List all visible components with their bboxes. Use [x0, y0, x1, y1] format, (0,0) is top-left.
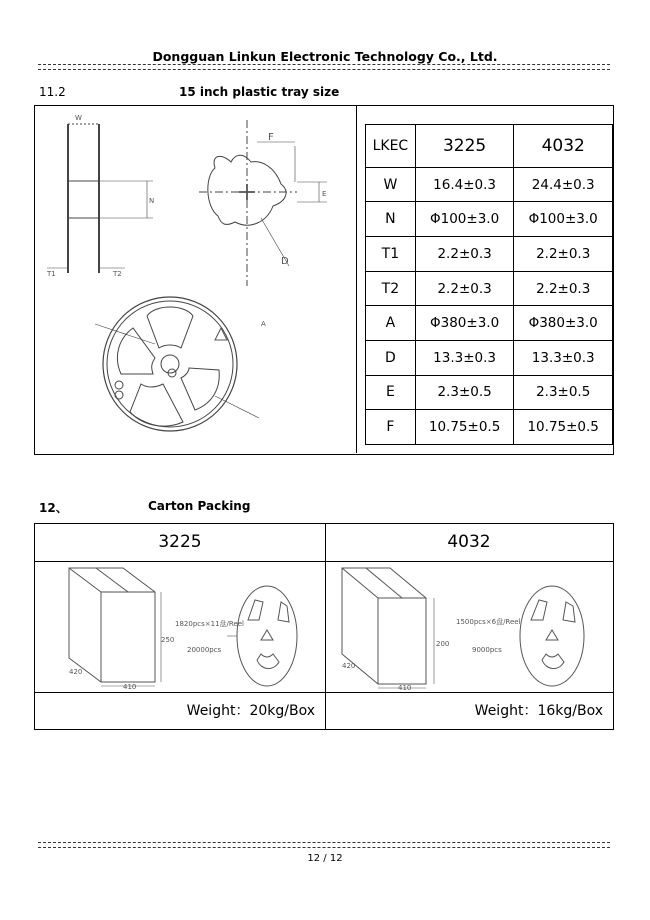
page-number: 12 / 12: [307, 853, 343, 864]
table-row: [366, 237, 613, 272]
qty-line1-3225: 1820pcs×11盘/Reel: [175, 620, 244, 628]
param-cell: F: [366, 410, 416, 445]
value-cell-4032: 24.4±0.3: [514, 167, 613, 202]
value-cell-4032: 2.2±0.3: [514, 237, 613, 272]
table-header-4032: 4032: [514, 125, 613, 168]
value-cell-3225: 13.3±0.3: [415, 341, 514, 376]
carton-drawing-3225: [35, 562, 325, 691]
param-cell: T2: [366, 271, 416, 306]
header-rule: [38, 64, 610, 70]
value-cell-3225: 2.3±0.5: [415, 375, 514, 410]
company-name: Dongguan Linkun Electronic Technology Co., Ltd.: [152, 49, 498, 64]
qty-line2-4032: 9000pcs: [472, 646, 502, 654]
param-cell: A: [366, 306, 416, 341]
value-cell-4032: Φ380±3.0: [514, 306, 613, 341]
carton-weight-4032: Weight：16kg/Box: [325, 692, 613, 729]
value-cell-3225: 10.75±0.5: [415, 410, 514, 445]
dim-label-f: F: [268, 132, 274, 143]
dim-label-n: N: [149, 197, 155, 205]
value-cell-4032: 2.2±0.3: [514, 271, 613, 306]
param-cell: E: [366, 375, 416, 410]
dim-depth-4032: 420: [342, 662, 356, 670]
table-row: [366, 341, 613, 376]
dim-label-e: E: [322, 190, 327, 198]
dim-height-3225: 250: [161, 636, 175, 644]
dim-width-4032: 410: [398, 684, 412, 691]
table-row: [366, 202, 613, 237]
table-row: [366, 271, 613, 306]
dim-label-t1: T1: [47, 270, 56, 278]
tray-drawing: [35, 106, 355, 452]
dim-label-a: A: [261, 320, 266, 328]
dim-width-3225: 410: [123, 683, 137, 691]
param-cell: W: [366, 167, 416, 202]
value-cell-4032: 10.75±0.5: [514, 410, 613, 445]
carton-packing-table: [34, 523, 614, 730]
tray-divider: [356, 105, 357, 453]
value-cell-3225: 16.4±0.3: [415, 167, 514, 202]
tray-dimension-table: [365, 124, 613, 445]
section-12-title: Carton Packing: [148, 499, 251, 513]
value-cell-3225: Φ100±3.0: [415, 202, 514, 237]
section-12-number: 12、: [39, 501, 68, 515]
table-row: [366, 410, 613, 445]
qty-line2-3225: 20000pcs: [187, 646, 222, 654]
carton-header-3225: 3225: [35, 524, 325, 562]
dim-label-w: W: [75, 114, 82, 122]
section-11-title: 15 inch plastic tray size: [179, 85, 340, 99]
value-cell-4032: 13.3±0.3: [514, 341, 613, 376]
carton-drawing-4032: [326, 562, 613, 691]
value-cell-4032: Φ100±3.0: [514, 202, 613, 237]
qty-line1-4032: 1500pcs×6盘/Reel: [456, 618, 521, 626]
value-cell-3225: 2.2±0.3: [415, 271, 514, 306]
value-cell-3225: Φ380±3.0: [415, 306, 514, 341]
dim-depth-3225: 420: [69, 668, 83, 676]
dim-label-t2: T2: [113, 270, 122, 278]
param-cell: T1: [366, 237, 416, 272]
param-cell: N: [366, 202, 416, 237]
dim-height-4032: 200: [436, 640, 450, 648]
value-cell-4032: 2.3±0.5: [514, 375, 613, 410]
table-row: [366, 306, 613, 341]
table-row: [366, 167, 613, 202]
table-header-lkec: LKEC: [366, 125, 416, 168]
footer-rule: [38, 842, 610, 848]
table-header-row: [366, 125, 613, 168]
carton-weight-3225: Weight：20kg/Box: [35, 692, 325, 729]
table-header-3225: 3225: [415, 125, 514, 168]
param-cell: D: [366, 341, 416, 376]
value-cell-3225: 2.2±0.3: [415, 237, 514, 272]
carton-header-4032: 4032: [325, 524, 613, 562]
table-row: [366, 375, 613, 410]
section-11-number: 11.2: [39, 85, 66, 99]
dim-label-d: D: [281, 256, 289, 267]
